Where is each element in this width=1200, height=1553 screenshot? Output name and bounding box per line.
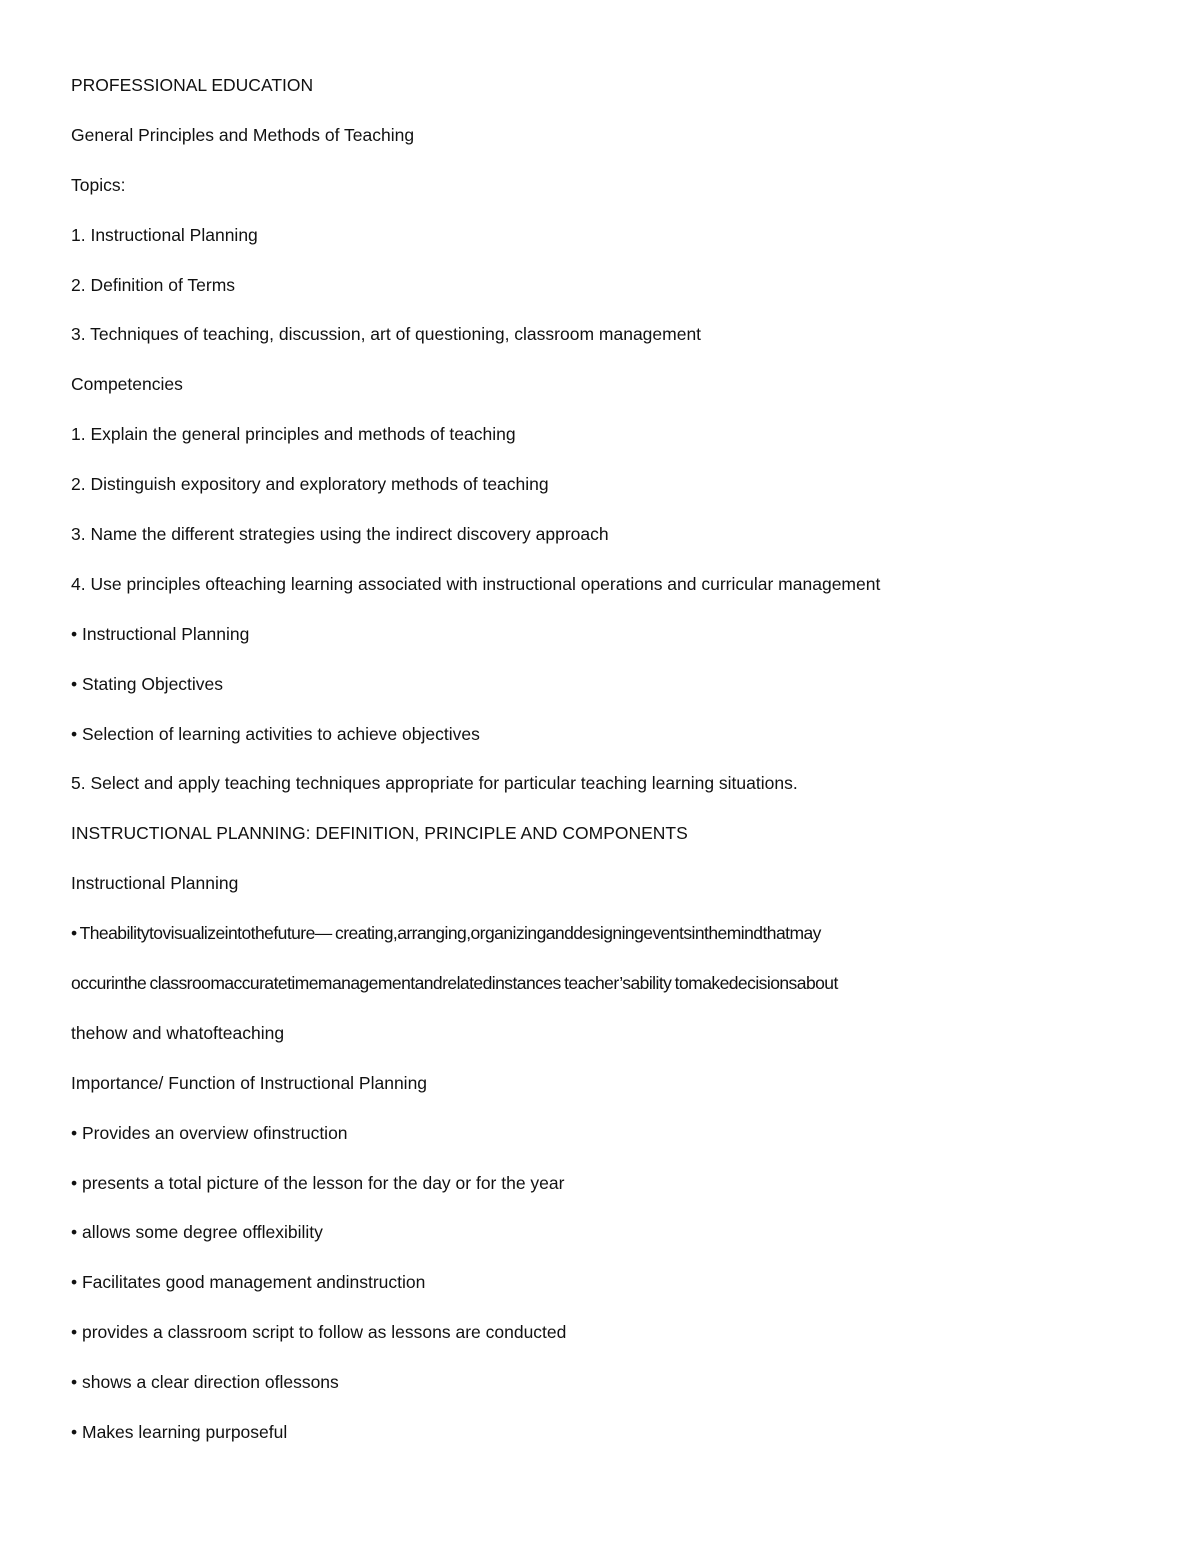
topic-item: 3. Techniques of teaching, discussion, art of questioning, classroom management [71,324,702,345]
definition-line: thehow and whatofteaching [71,1022,285,1043]
competency-item: 4. Use principles ofteaching learning associated with instructional operations and curricular management [71,573,881,594]
course-subtitle: General Principles and Methods of Teaching [71,124,415,145]
subsection-heading: Importance/ Function of Instructional Planning [71,1072,428,1093]
topic-item: 2. Definition of Terms [71,274,236,295]
importance-bullet: • shows a clear direction oflessons [71,1372,339,1393]
importance-bullet: • Provides an overview ofinstruction [71,1122,348,1143]
competency-item: 5. Select and apply teaching techniques appropriate for particular teaching learning situations. [71,773,798,794]
importance-bullet: • allows some degree offlexibility [71,1222,323,1243]
document-body [71,73,1131,1470]
document-title: PROFESSIONAL EDUCATION [71,75,314,95]
importance-bullet: • presents a total picture of the lesson for the day or for the year [71,1172,565,1193]
section-heading: INSTRUCTIONAL PLANNING: DEFINITION, PRINCIPLE AND COMPONENTS [71,823,688,844]
topic-item: 1. Instructional Planning [71,224,258,245]
competency-item: 1. Explain the general principles and methods of teaching [71,424,516,445]
competencies-heading: Competencies [71,374,183,395]
competency-item: 3. Name the different strategies using the indirect discovery approach [71,524,609,545]
competency-bullet: • Stating Objectives [71,673,224,694]
definition-line: occurinthe classroomaccuratetimemanagementandrelatedinstances teacher’sability tomakedecisionsabout [71,973,838,994]
competency-bullet: • Instructional Planning [71,623,250,644]
importance-bullet: • Facilitates good management andinstruction [71,1272,426,1293]
definition-line: • Theabilitytovisualizeintothefuture— creating,arranging,organizinganddesigningeventsinthemindthatmay [71,923,821,944]
competency-bullet: • Selection of learning activities to achieve objectives [71,723,480,744]
subsection-heading: Instructional Planning [71,873,239,894]
importance-bullet: • provides a classroom script to follow as lessons are conducted [71,1322,567,1343]
importance-bullet: • Makes learning purposeful [71,1422,288,1443]
competency-item: 2. Distinguish expository and exploratory methods of teaching [71,474,549,495]
topics-heading: Topics: [71,174,126,195]
